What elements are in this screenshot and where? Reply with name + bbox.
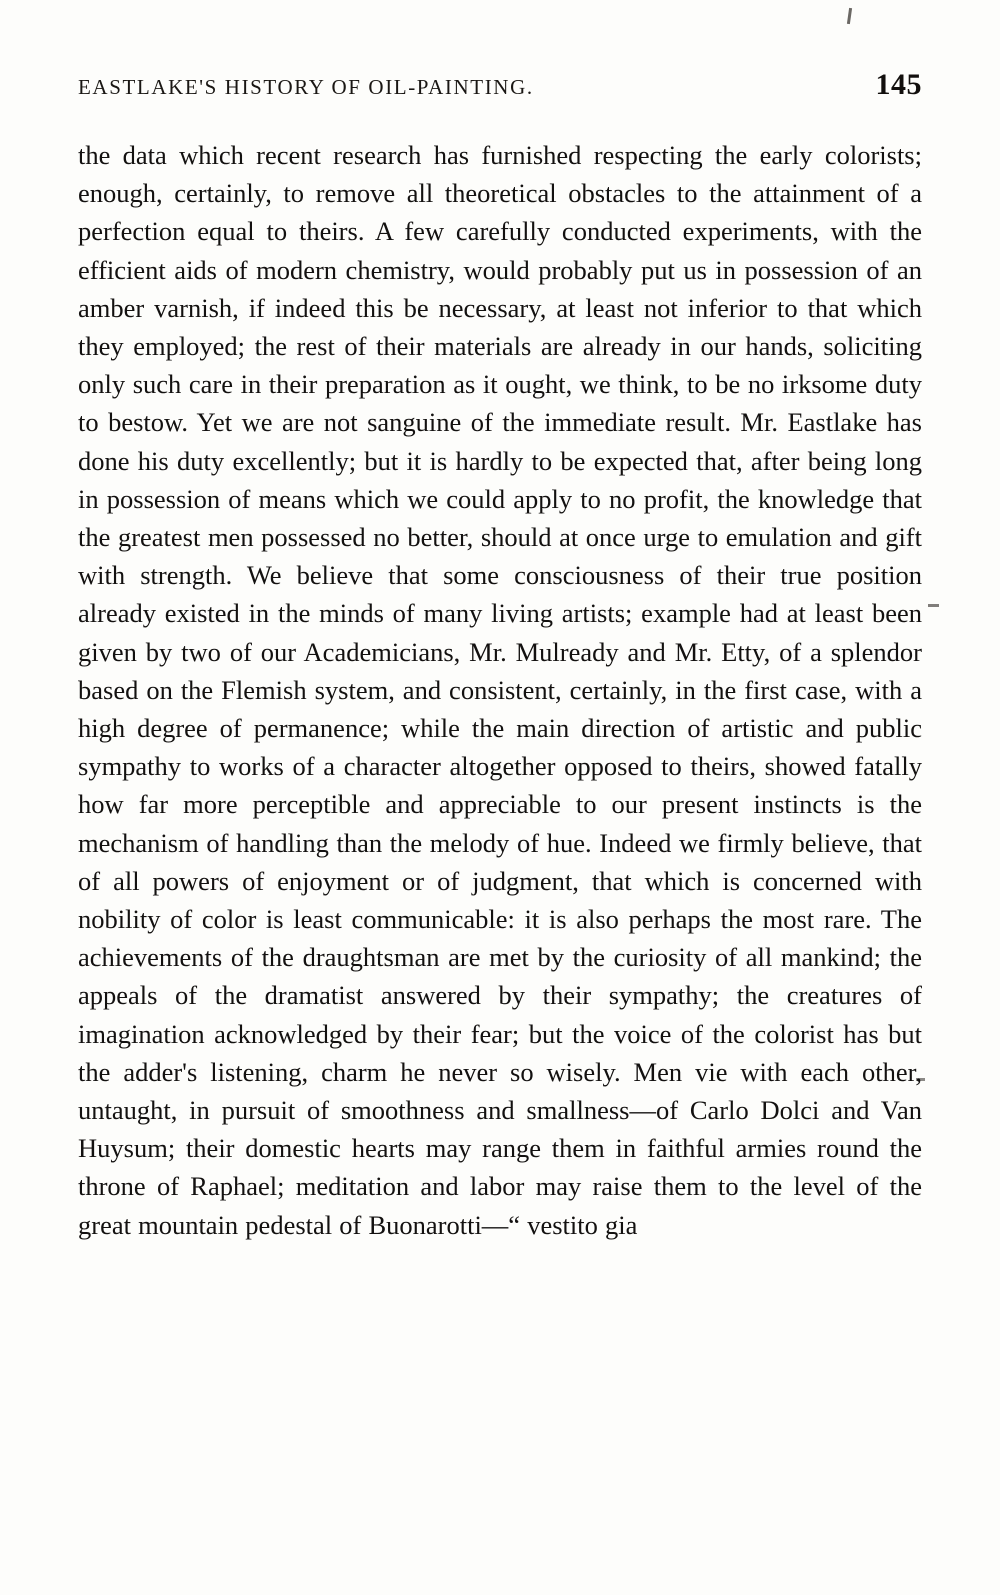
page-header	[78, 68, 922, 108]
ink-mark-top	[847, 8, 852, 24]
body-text-block	[78, 136, 922, 1244]
body-paragraph: the data which recent research has furnished respecting the early colorists; enough, certainly, to remove all theoretical obstacles to the attainment of a perfection equal to theirs. A few carefully conducted experiments, with the efficient aids of modern chemistry, would probably put us in possession of an amber varnish, if indeed this be necessary, at least not inferior to that which they employed; the rest of their materials are already in our hands, soliciting only such care in their preparation as it ought, we think, to be no irksome duty to bestow. Yet we are not sanguine of the immediate result. Mr. Eastlake has done his duty excellently; but it is hardly to be expected that, after being long in possession of means which we could apply to no profit, the knowledge that the greatest men possessed no better, should at once urge to emulation and gift with strength. We believe that some consciousness of their true position already existed in the minds of many living artists; example had at least been given by two of our Academicians, Mr. Mulready and Mr. Etty, of a splendor based on the Flemish system, and consistent, certainly, in the first case, with a high degree of permanence; while the main direction of artistic and public sympathy to works of a character altogether opposed to theirs, showed fatally how far more perceptible and appreciable to our present instincts is the mechanism of handling than the melody of hue. Indeed we firmly believe, that of all powers of enjoyment or of judgment, that which is concerned with nobility of color is least communicable: it is also perhaps the most rare. The achievements of the draughtsman are met by the curiosity of all mankind; the appeals of the dramatist answered by their sympathy; the creatures of imagination acknowledged by their fear; but the voice of the colorist has but the adder's listening, charm he never so wisely. Men vie with each other, untaught, in pursuit of smoothness and smallness—of Carlo Dolci and Van Huysum; their domestic hearts may range them in faithful armies round the throne of Raphael; meditation and labor may raise them to the level of the great mountain pedestal of Buonarotti—“ vestito gia	[78, 140, 922, 1240]
running-title: EASTLAKE'S HISTORY OF OIL-PAINTING.	[78, 75, 534, 99]
page-number: 145	[875, 68, 922, 101]
ink-mark-margin-right	[928, 604, 939, 607]
